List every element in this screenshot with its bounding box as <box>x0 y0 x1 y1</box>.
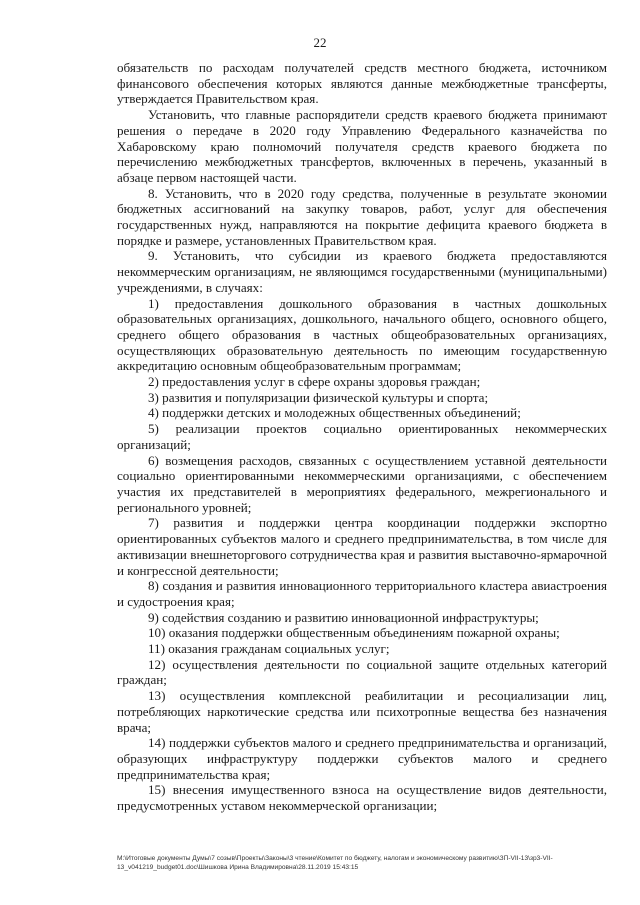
paragraph: 2) предоставления услуг в сфере охраны здоровья граждан; <box>148 374 481 390</box>
paragraph: 1) предоставления дошкольного образования в частных дошкольных образовательных организациях, дошкольного, начального общего, основного общего, среднего общего образования в частных общеобразовательных организациях, осуществляющих образовательную деятельность по имеющим государственную аккредитацию основным общеобразовательным программам; <box>117 295 607 374</box>
paragraph: обязательств по расходам получателей средств местного бюджета, источником финансового обеспечения которых являются данные межбюджетные трансферты, утверждается Правительством края. <box>117 60 607 107</box>
footer-path-line: M:\Итоговые документы Думы\7 созыв\Проекты\Законы\3 чтение\Комитет по бюджету, налогам и экономическому развитию\ЗП-VII-13\зр3-VII- <box>117 855 553 862</box>
document-body <box>117 60 607 814</box>
paragraph: 11) оказания гражданам социальных услуг; <box>148 641 390 657</box>
paragraph: 7) развития и поддержки центра координации поддержки экспортно ориентированных субъектов малого и среднего предпринимательства, в том числе для активизации внешнеторгового сотрудничества края и развития выставочно-ярмарочной и конгрессной деятельности; <box>117 515 607 578</box>
paragraph: 10) оказания поддержки общественным объединениям пожарной охраны; <box>148 625 560 641</box>
paragraph: 9. Установить, что субсидии из краевого бюджета предоставляются некоммерческим организациям, не являющимся государственными (муниципальными) учреждениями, в случаях: <box>117 248 607 295</box>
paragraph: 12) осуществления деятельности по социальной защите отдельных категорий граждан; <box>117 656 607 688</box>
paragraph: 8. Установить, что в 2020 году средства, полученные в результате экономии бюджетных ассигнований на закупку товаров, работ, услуг для обеспечения государственных нужд, направляются на покрытие дефицита краевого бюджета в порядке и размере, установленных Правительством края. <box>117 185 607 248</box>
paragraph: 5) реализации проектов социально ориентированных некоммерческих организаций; <box>117 421 607 452</box>
paragraph: 3) развития и популяризации физической культуры и спорта; <box>148 389 489 405</box>
paragraph: 14) поддержки субъектов малого и среднего предпринимательства и организаций, образующих инфраструктуру поддержки субъектов малого и среднего предпринимательства края; <box>117 735 607 782</box>
page-number: 22 <box>313 35 327 50</box>
paragraph: 8) создания и развития инновационного территориального кластера авиастроения и судостроения края; <box>117 578 607 609</box>
paragraph: Установить, что главные распорядители средств краевого бюджета принимают решения о передаче в 2020 году Управлению Федерального казначейства по Хабаровскому краю полномочий получателя средств краевого бюджета по перечислению межбюджетных трансфертов, включенных в перечень, указанный в абзаце первом настоящей части. <box>117 107 607 185</box>
paragraph: 9) содействия созданию и развитию инновационной инфраструктуры; <box>148 609 539 625</box>
footer-file-line: 13_v041219_budget01.doc\Шишкова Ирина Владимировна\28.11.2019 15:43:15 <box>117 864 359 871</box>
document-footer <box>117 854 617 872</box>
paragraph: 13) осуществления комплексной реабилитации и ресоциализации лиц, потребляющих наркотические средства или психотропные вещества без назначения врача; <box>117 688 607 735</box>
paragraph: 6) возмещения расходов, связанных с осуществлением уставной деятельности социально ориентированными некоммерческими организациями, с обеспечением участия их представителей в мероприятиях федерального, межрегионального и регионального уровней; <box>117 452 607 515</box>
paragraph: 15) внесения имущественного взноса на осуществление видов деятельности, предусмотренных уставом некоммерческой организации; <box>117 782 607 814</box>
paragraph: 4) поддержки детских и молодежных общественных объединений; <box>148 405 521 421</box>
